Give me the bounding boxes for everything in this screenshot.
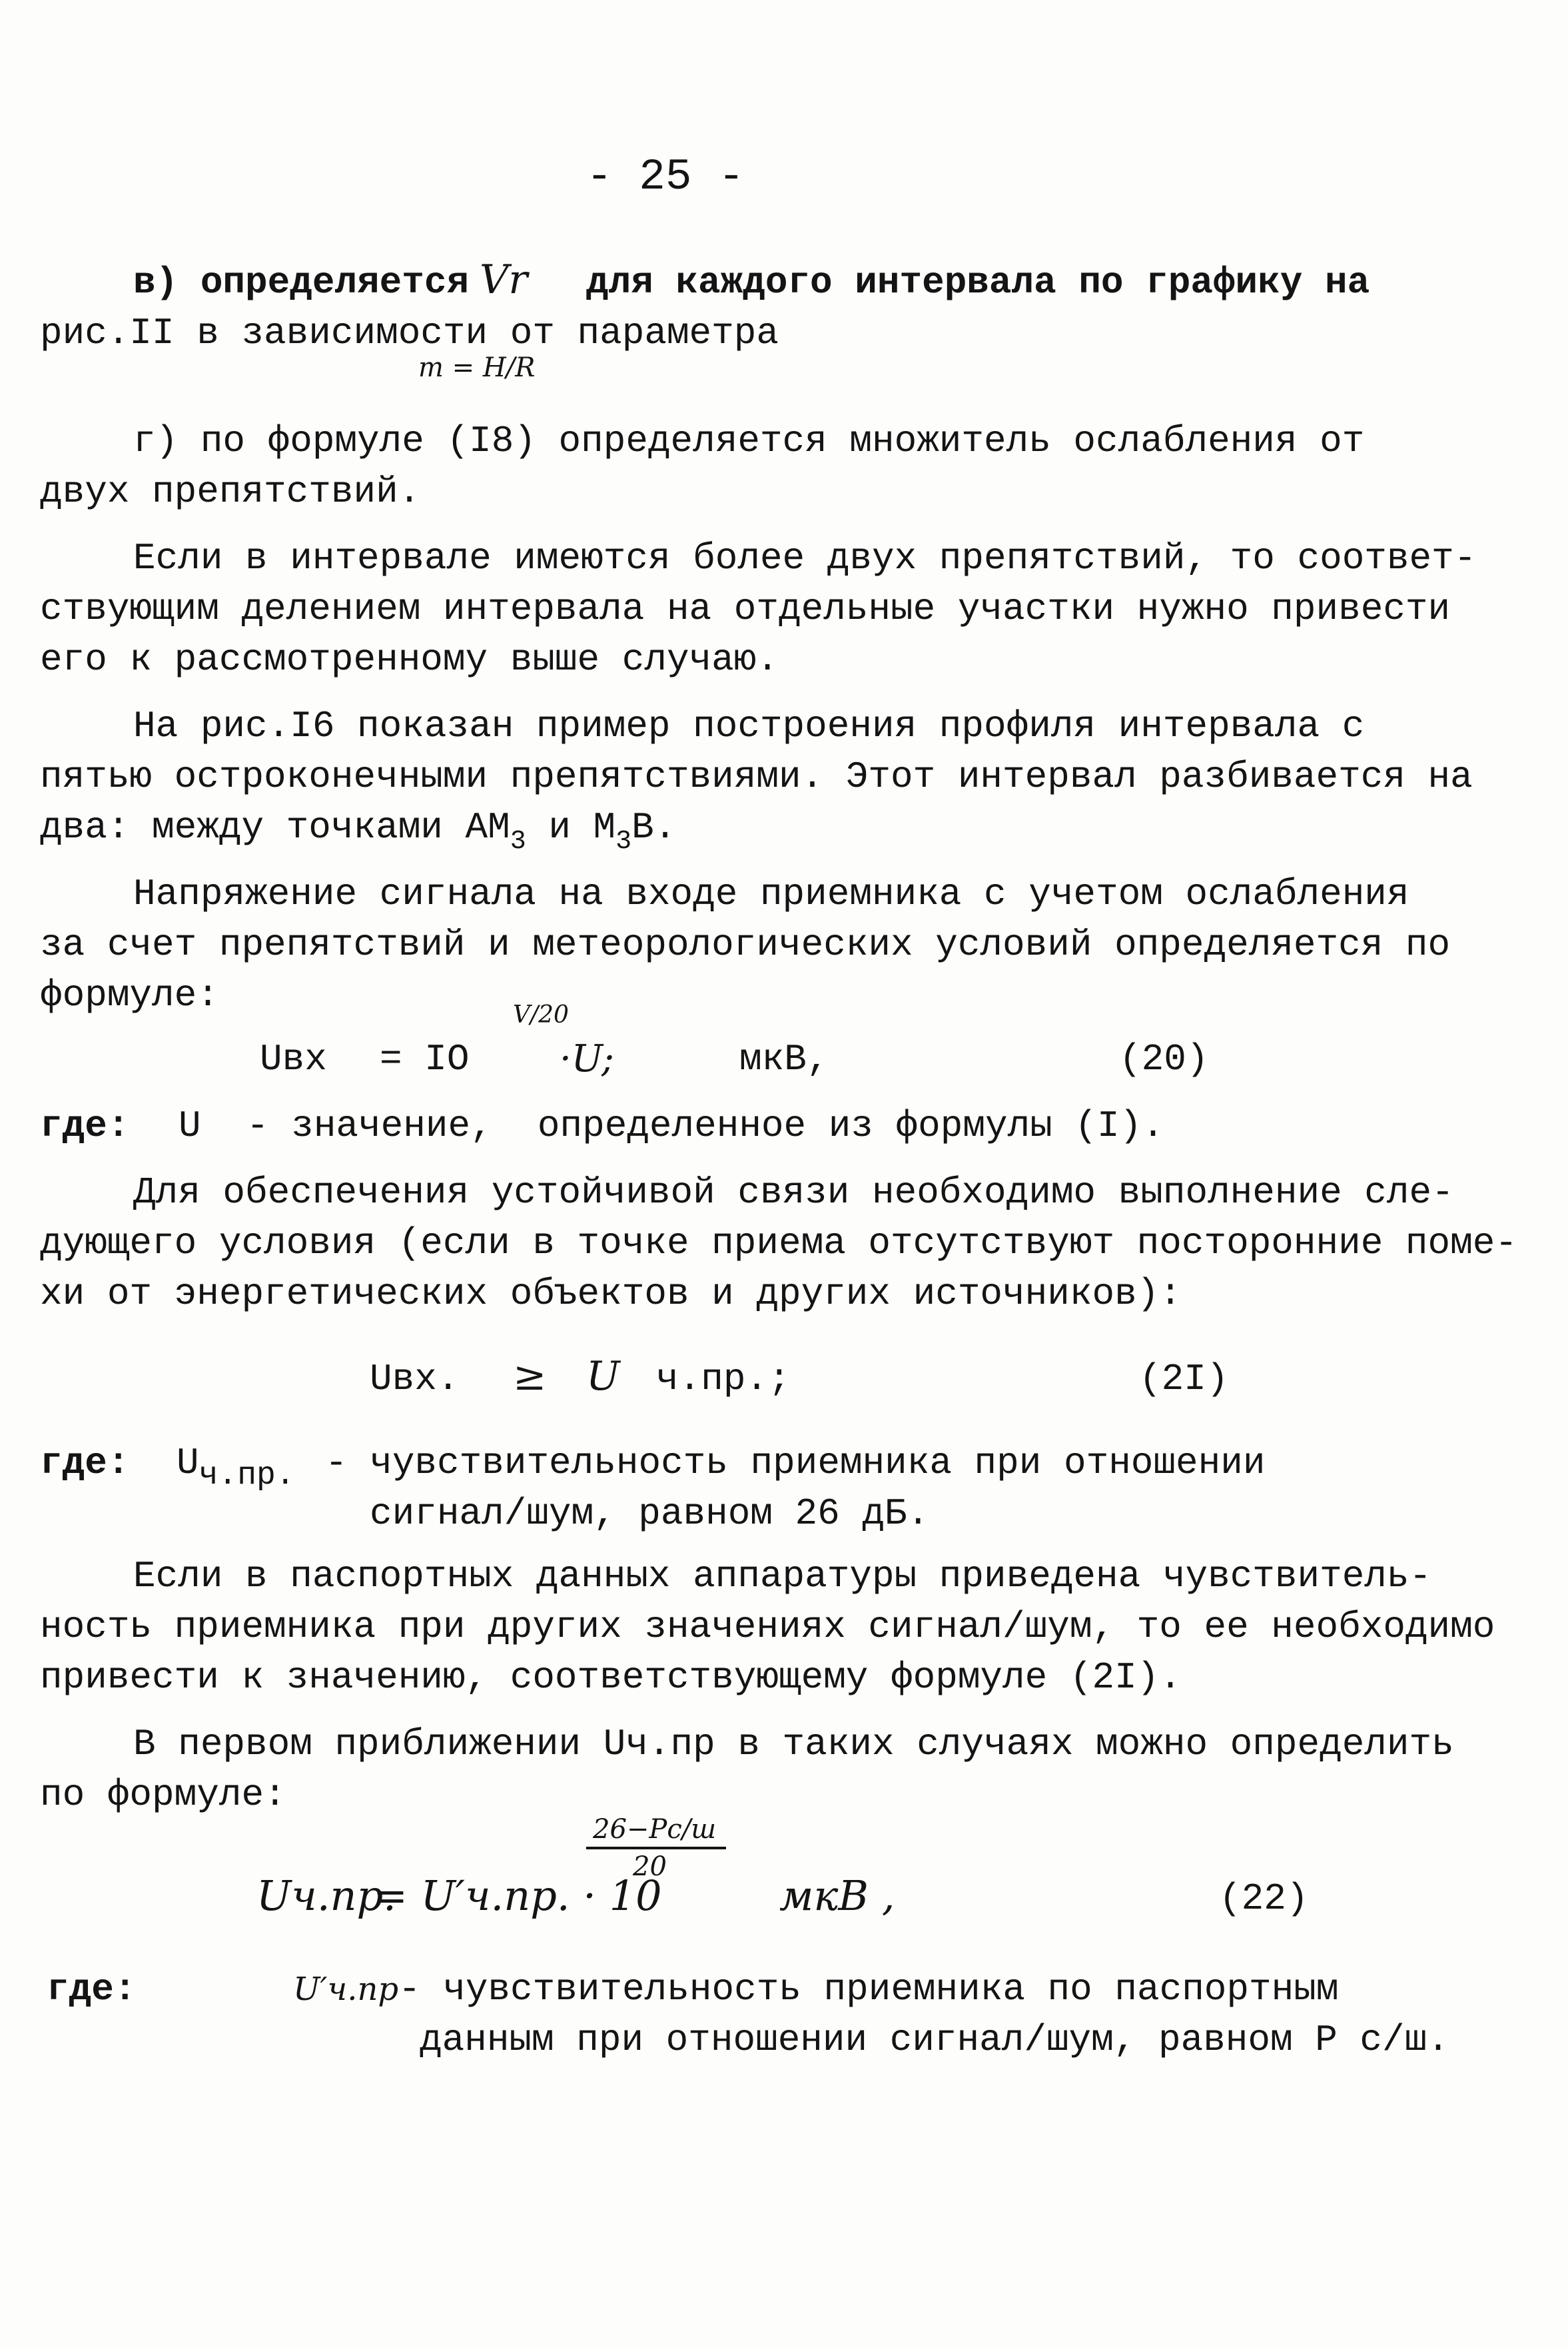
- where2-definition-line2: сигнал/шум, равном 26 дБ.: [370, 1492, 930, 1535]
- paragraph-4-line2: дующего условия (если в точке приема отсутствуют посторонние поме-: [40, 1222, 1517, 1264]
- paragraph-3-line3: формуле:: [40, 974, 219, 1017]
- where3-definition-line1: - чувствительность приемника по паспортным: [398, 1968, 1339, 2011]
- item-v-line2: рис.II в зависимости от параметра: [40, 312, 779, 354]
- eq20-unit: мкВ,: [739, 1038, 829, 1081]
- paragraph-2-line1: На рис.I6 показан пример построения профиля интервала с: [133, 705, 1365, 747]
- item-g-line1: г) по формуле (I8) определяется множитель ослабления от: [133, 420, 1365, 462]
- where-label-3: где:: [47, 1968, 137, 2011]
- paragraph-2-line2: пятью остроконечными препятствиями. Этот интервал разбивается на: [40, 755, 1473, 798]
- eq22-fraction-bar: [586, 1847, 726, 1849]
- paragraph-1-line1: Если в интервале имеются более двух препятствий, то соответ-: [133, 537, 1477, 580]
- eq21-rhs-subscript: ч.пр.;: [656, 1358, 791, 1400]
- eq22-exponent-denominator: 20: [633, 1851, 667, 1882]
- paragraph-6-line1: В первом приближении Uч.пр в таких случаях можно определить: [133, 1723, 1454, 1765]
- paragraph-1-line3: его к рассмотренному выше случаю.: [40, 638, 779, 681]
- item-v-line1-start: в) определяется: [133, 261, 470, 304]
- where-label-2: где:: [40, 1442, 130, 1484]
- eq20-rhs: ·U;: [560, 1037, 614, 1081]
- where3-symbol: U′ч.пр: [293, 1971, 399, 2008]
- where2-definition-line1: - чувствительность приемника при отношении: [325, 1442, 1266, 1484]
- eq20-exponent: V/20: [513, 1001, 569, 1029]
- parameter-m-formula: m = H/R: [418, 352, 536, 383]
- where3-definition-line2: данным при отношении сигнал/шум, равном P с/ш.: [420, 2019, 1449, 2061]
- paragraph-5-line1: Если в паспортных данных аппаратуры приведена чувствитель-: [133, 1555, 1432, 1598]
- eq22-unit: мкВ ,: [779, 1871, 895, 1920]
- paragraph-2-line3: два: между точками $AM_3$ и $M_3B$.: [40, 806, 677, 857]
- item-g-line2: двух препятствий.: [40, 470, 421, 513]
- eq22-lhs: Uч.пр.: [256, 1871, 396, 1920]
- paragraph-5-line2: ность приемника при других значениях сигнал/шум, то ее необходимо: [40, 1606, 1495, 1648]
- vr-symbol: Vr: [480, 256, 528, 303]
- eq20-number: (20): [1119, 1038, 1209, 1081]
- item-v-line1-end: для каждого интервала по графику на: [586, 261, 1370, 304]
- eq20-lhs: Uвх: [260, 1038, 327, 1081]
- eq22-rhs: = U′ч.пр. · 10: [373, 1871, 662, 1920]
- eq20-base: = IO: [380, 1038, 470, 1081]
- eq21-number: (2I): [1139, 1358, 1229, 1400]
- paragraph-3-line2: за счет препятствий и метеорологических условий определяется по: [40, 923, 1451, 966]
- paragraph-5-line3: привести к значению, соответствующему формуле (2I).: [40, 1656, 1182, 1699]
- where1-symbol: U: [179, 1105, 201, 1147]
- paragraph-6-line2: по формуле:: [40, 1773, 286, 1816]
- paragraph-4-line3: хи от энергетических объектов и других источников):: [40, 1272, 1182, 1315]
- paragraph-4-line1: Для обеспечения устойчивой связи необходимо выполнение сле-: [133, 1171, 1454, 1214]
- where2-symbol: Uч.пр.: [177, 1442, 295, 1494]
- paragraph-1-line2: ствующим делением интервала на отдельные участки нужно привести: [40, 588, 1451, 630]
- eq22-number: (22): [1219, 1877, 1309, 1920]
- paragraph-3-line1: Напряжение сигнала на входе приемника с учетом ослабления: [133, 873, 1409, 915]
- eq21-rhs: U: [586, 1353, 620, 1400]
- eq22-exponent-numerator: 26−Pс/ш: [593, 1814, 717, 1845]
- where1-definition: - значение, определенное из формулы (I).: [246, 1105, 1164, 1147]
- page-number: - 25 -: [586, 152, 745, 202]
- eq21-operator: ≥: [513, 1353, 547, 1400]
- where-label-1: где:: [40, 1105, 130, 1147]
- eq21-lhs: Uвх.: [370, 1358, 460, 1400]
